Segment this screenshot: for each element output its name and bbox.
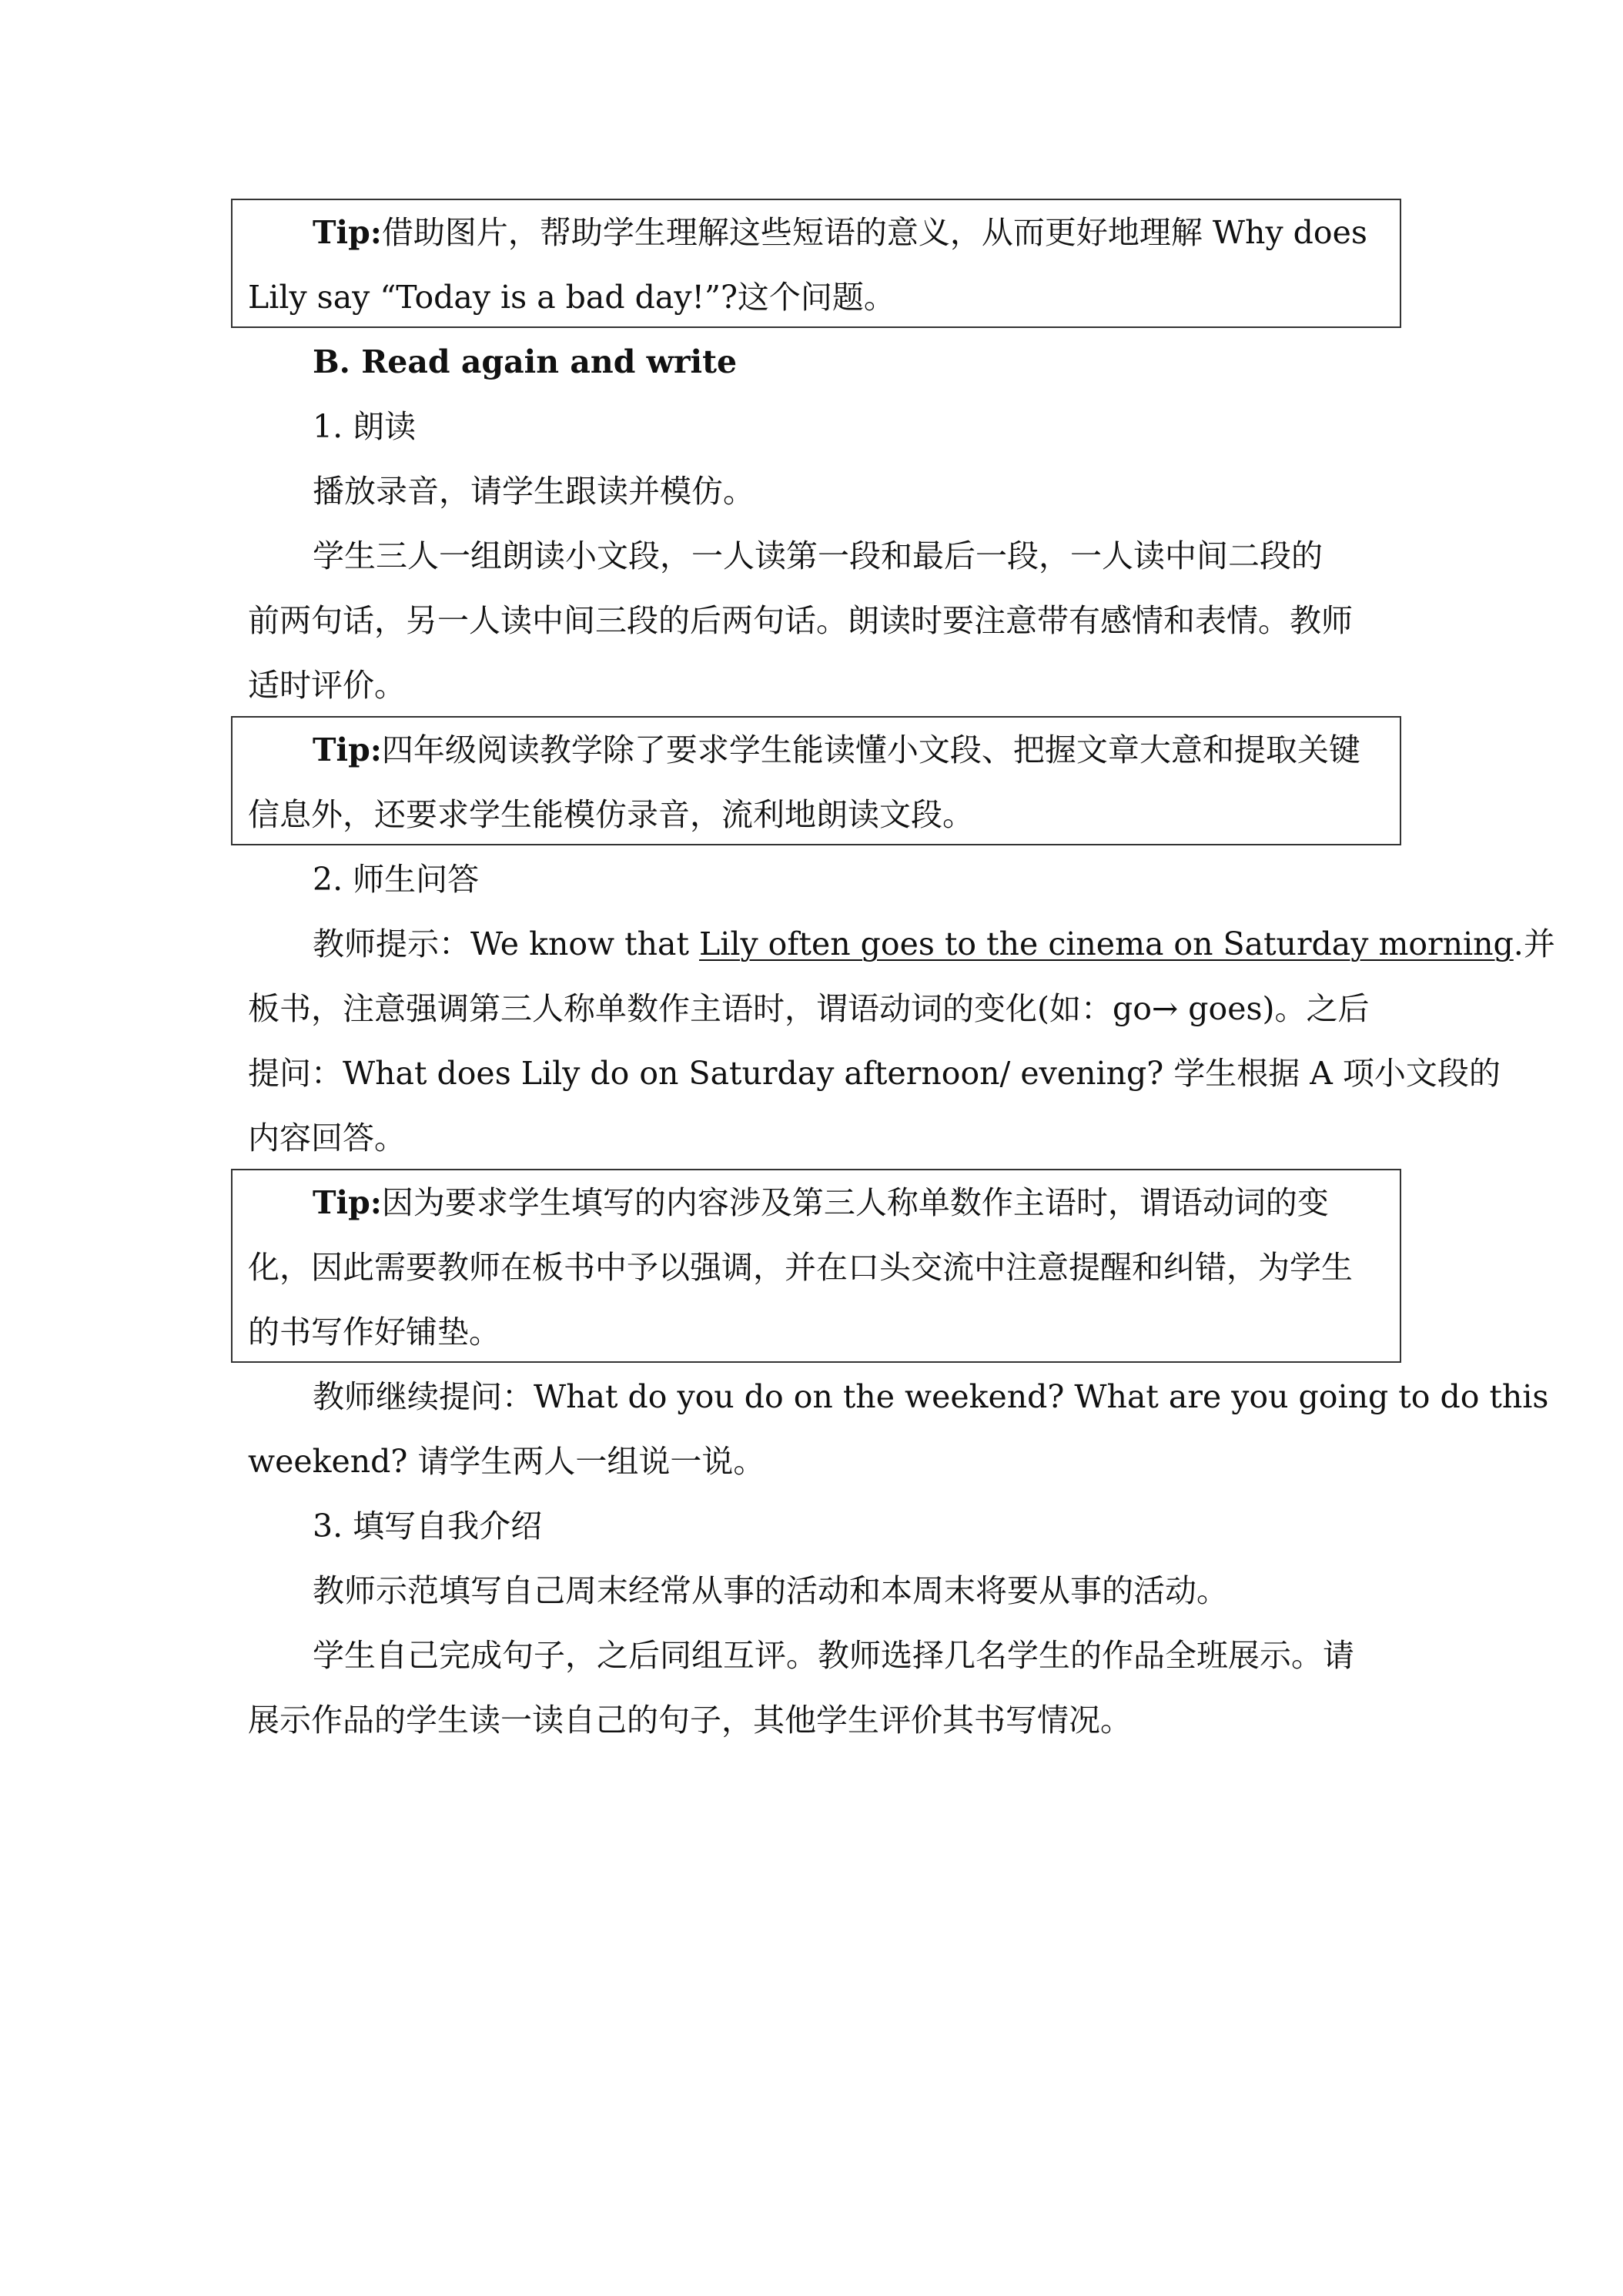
tip-2-line-2: 信息外，还要求学生能模仿录音，流利地朗读文段。 [248,796,974,833]
step-1-paragraph-2-line-3: 适时评价。 [248,667,406,704]
step-1-title: 1. 朗读 [313,408,417,445]
step-1-paragraph-1: 播放录音，请学生跟读并模仿。 [313,473,755,510]
step-2-line-4: 内容回答。 [248,1120,406,1156]
step-3-paragraph-1: 教师示范填写自己周末经常从事的活动和本周末将要从事的活动。 [313,1572,1228,1609]
followup-line-2: weekend? 请学生两人一组说一说。 [248,1443,765,1480]
section-b-heading: B. Read again and write [313,343,738,380]
tip-1-line-2: Lily say “Today is a bad day!”?这个问题。 [248,279,895,316]
step-2-line-2: 板书，注意强调第三人称单数作主语时，谓语动词的变化(如：go→ goes)。之后 [248,990,1370,1027]
step-2-line-1-post: .并 [1513,925,1555,962]
tip-2-text-1: 四年级阅读教学除了要求学生能读懂小文段、把握文章大意和提取关键 [381,731,1360,768]
tip-1-text-1: 借助图片，帮助学生理解这些短语的意义，从而更好地理解 Why does [381,214,1367,251]
step-2-title: 2. 师生问答 [313,861,480,898]
tip-3-text-1: 因为要求学生填写的内容涉及第三人称单数作主语时，谓语动词的变 [381,1184,1329,1221]
step-2-underlined-sentence: Lily often goes to the cinema on Saturday morning [699,925,1514,962]
tip-2-label: Tip: [313,731,382,768]
step-1-paragraph-2-line-1: 学生三人一组朗读小文段，一人读第一段和最后一段，一人读中间二段的 [313,537,1323,574]
step-3-paragraph-2-line-2: 展示作品的学生读一读自己的句子，其他学生评价其书写情况。 [248,1702,1132,1739]
step-2-line-1 [248,912,1555,976]
tip-box-3 [231,1169,1401,1363]
tip-2-line-1 [248,718,1360,782]
step-2-line-3: 提问：What does Lily do on Saturday afternoon/ evening? 学生根据 A 项小文段的 [248,1055,1501,1092]
tip-3-line-1 [248,1170,1329,1235]
tip-1-label: Tip: [313,214,382,251]
tip-box-1 [231,199,1401,328]
tip-box-2 [231,716,1401,845]
step-3-title: 3. 填写自我介绍 [313,1508,543,1545]
step-3-paragraph-2-line-1: 学生自己完成句子，之后同组互评。教师选择几名学生的作品全班展示。请 [313,1637,1354,1674]
tip-3-line-3: 的书写作好铺垫。 [248,1314,500,1350]
tip-3-label: Tip: [313,1184,382,1221]
step-2-line-1-pre: 教师提示：We know that [313,925,699,962]
followup-line-1: 教师继续提问：What do you do on the weekend? What are you going to do this [313,1378,1549,1415]
step-1-paragraph-2-line-2: 前两句话，另一人读中间三段的后两句话。朗读时要注意带有感情和表情。教师 [248,602,1353,639]
tip-1-line-1 [248,200,1367,265]
tip-3-line-2: 化，因此需要教师在板书中予以强调，并在口头交流中注意提醒和纠错，为学生 [248,1249,1353,1286]
